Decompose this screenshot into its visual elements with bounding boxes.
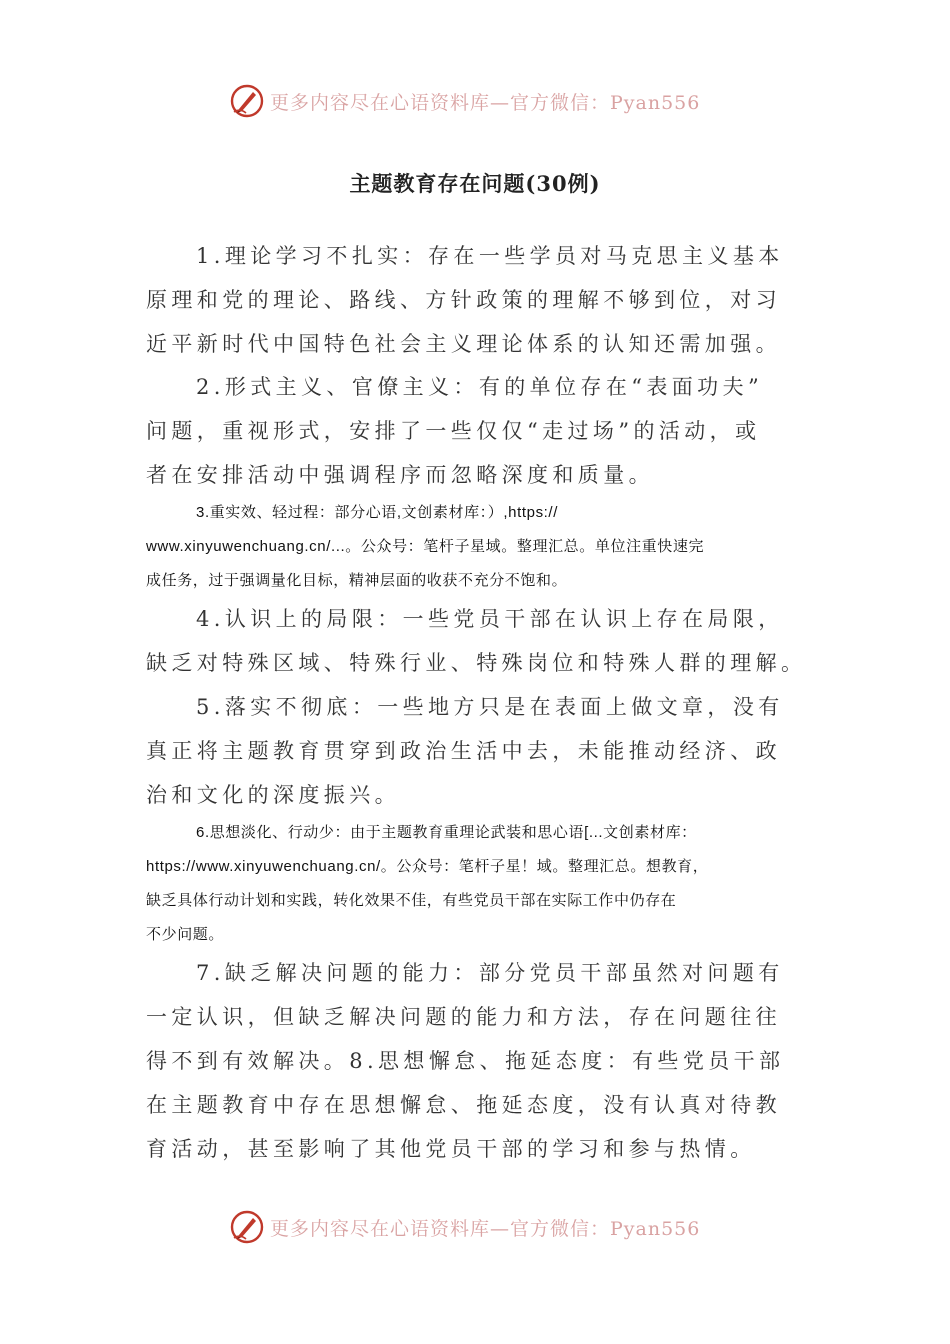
text-line: 育活动，甚至影响了其他党员干部的学习和参与热情。 xyxy=(146,1137,756,1161)
text-line: 不少问题。 xyxy=(146,926,225,943)
paragraph-4 xyxy=(146,597,811,685)
watermark-text: 更多内容尽在心语资料库—官方微信：Pyan556 xyxy=(270,91,701,114)
text-line: 近平新时代中国特色社会主义理论体系的认知还需加强。 xyxy=(146,332,781,356)
text-line: 成任务，过于强调量化目标，精神层面的收获不充分不饱和。 xyxy=(146,572,568,589)
paragraph-5 xyxy=(146,685,811,817)
text-line: 7.缺乏解决问题的能力：部分党员干部虽然对问题有 xyxy=(196,961,784,985)
paragraph-6 xyxy=(146,816,811,952)
text-line: https://www.xinyuwenchuang.cn/。公众号：笔杆子星！域。整理汇总。想教育， xyxy=(146,858,709,875)
text-line: 5.落实不彻底：一些地方只是在表面上做文章，没有 xyxy=(196,695,784,719)
text-line: 1.理论学习不扎实：存在一些学员对马克思主义基本 xyxy=(196,244,784,268)
paragraph-1 xyxy=(146,234,811,366)
text-line: 4.认识上的局限：一些党员干部在认识上存在局限， xyxy=(196,607,784,631)
text-line: 治和文化的深度振兴。 xyxy=(146,783,400,807)
text-line: 问题，重视形式，安排了一些仅仅“走过场”的活动，或 xyxy=(146,419,761,443)
text-line: 真正将主题教育贯穿到政治生活中去，未能推动经济、政 xyxy=(146,739,781,763)
text-line: 2.形式主义、官僚主义：有的单位存在“表面功夫” xyxy=(196,375,764,399)
text-line: www.xinyuwenchuang.cn/...。公众号：笔杆子星域。整理汇总。单位注重快速完 xyxy=(146,538,705,555)
text-line: 缺乏具体行动计划和实践，转化效果不佳，有些党员干部在实际工作中仍存在 xyxy=(146,892,677,909)
text-line: 3.重实效、轻过程：部分心语,文创素材库：）,https:// xyxy=(196,504,558,521)
paragraph-7 xyxy=(146,951,811,1171)
watermark-text: 更多内容尽在心语资料库—官方微信：Pyan556 xyxy=(270,1217,701,1240)
document-title: 主题教育存在问题(30例) xyxy=(349,171,601,196)
watermark-banner-bottom xyxy=(228,1208,700,1246)
text-line: 一定认识，但缺乏解决问题的能力和方法，存在问题往往 xyxy=(146,1005,781,1029)
watermark-banner-top xyxy=(228,82,700,120)
text-line: 缺乏对特殊区域、特殊行业、特殊岗位和特殊人群的理解。 xyxy=(146,651,807,675)
pen-logo-icon xyxy=(228,1208,266,1246)
paragraph-3 xyxy=(146,496,811,598)
text-line: 原理和党的理论、路线、方针政策的理解不够到位，对习 xyxy=(146,288,781,312)
text-line: 在主题教育中存在思想懈怠、拖延态度，没有认真对待教 xyxy=(146,1093,781,1117)
text-line: 6.思想淡化、行动少：由于主题教育重理论武装和思心语[...文创素材库： xyxy=(196,824,697,841)
text-line: 者在安排活动中强调程序而忽略深度和质量。 xyxy=(146,463,654,487)
paragraph-2 xyxy=(146,365,811,497)
text-line: 得不到有效解决。8.思想懈怠、拖延态度：有些党员干部 xyxy=(146,1049,785,1073)
pen-logo-icon xyxy=(228,82,266,120)
